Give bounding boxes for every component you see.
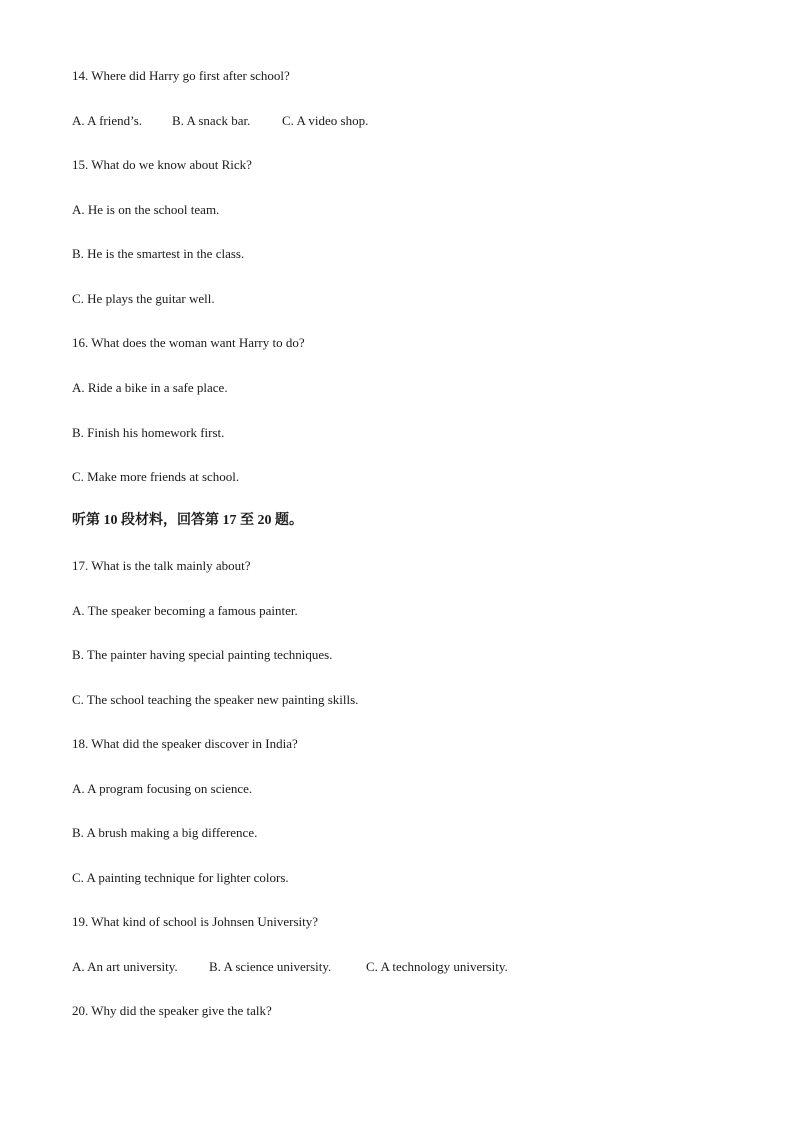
question-17-stem: 17. What is the talk mainly about? [72,558,251,573]
question-17-option-c: C. The school teaching the speaker new painting skills. [72,692,359,707]
question-19-stem: 19. What kind of school is Johnsen University? [72,914,319,929]
question-18-stem: 18. What did the speaker discover in India? [72,736,298,751]
question-14-option-c: C. A video shop. [282,113,369,128]
question-15-stem: 15. What do we know about Rick? [72,157,252,172]
question-16-option-b: B. Finish his homework first. [72,425,225,440]
question-15-option-c: C. He plays the guitar well. [72,291,215,306]
question-19-options [72,959,672,975]
question-16-option-c: C. Make more friends at school. [72,469,240,484]
question-16-stem: 16. What does the woman want Harry to do? [72,335,305,350]
question-17-option-a: A. The speaker becoming a famous painter. [72,603,298,618]
question-14-stem: 14. Where did Harry go first after school? [72,68,290,83]
question-17-option-b: B. The painter having special painting techniques. [72,647,333,662]
question-15-option-a: A. He is on the school team. [72,202,220,217]
question-14-option-a: A. A friend’s. [72,113,143,128]
question-14-option-b: B. A snack bar. [172,113,251,128]
question-14-options [72,113,672,129]
question-18-option-b: B. A brush making a big difference. [72,825,258,840]
question-18-option-a: A. A program focusing on science. [72,781,253,796]
question-19-option-c: C. A technology university. [366,959,508,974]
question-20-stem: 20. Why did the speaker give the talk? [72,1003,272,1018]
question-18-option-c: C. A painting technique for lighter colors. [72,870,289,885]
section-heading: 听第 10 段材料，回答第 17 至 20 题。 [72,513,303,528]
question-15-option-b: B. He is the smartest in the class. [72,246,245,261]
question-16-option-a: A. Ride a bike in a safe place. [72,380,228,395]
question-19-option-a: A. An art university. [72,959,178,974]
question-19-option-b: B. A science university. [209,959,332,974]
